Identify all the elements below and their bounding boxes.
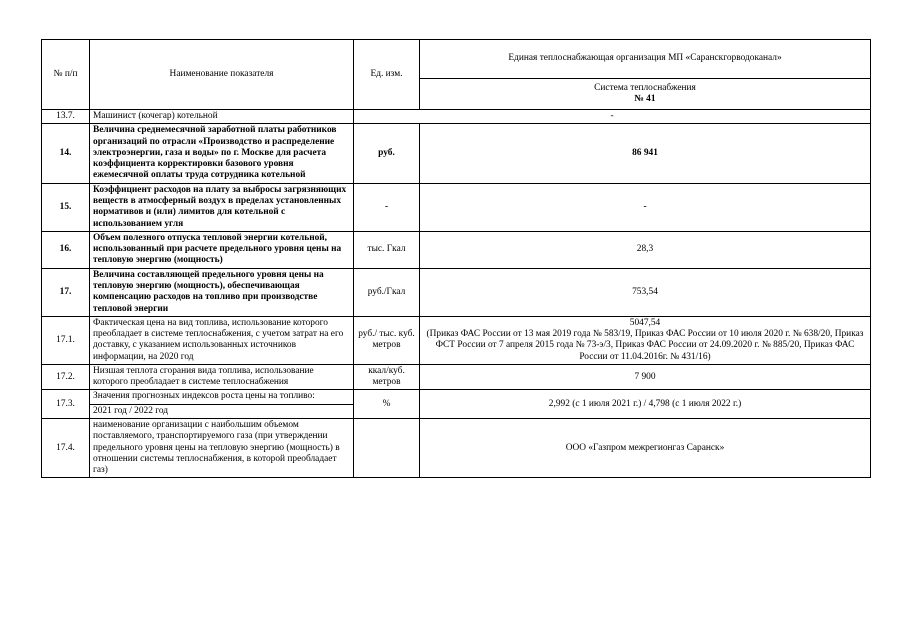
- row-num: 17.4.: [42, 419, 90, 478]
- row-value: -: [354, 110, 871, 124]
- table-row: [42, 183, 871, 231]
- table-row: [42, 419, 871, 478]
- header-system: [420, 79, 871, 110]
- price-value: 5047,54: [629, 317, 661, 328]
- row-num: 17.1.: [42, 316, 90, 364]
- row-name: Величина составляющей предельного уровня цены на тепловую энергию (мощность), обеспечивающая компенсацию расходов на топливо при производстве тепловой энергии: [90, 268, 354, 316]
- row-unit: тыс. Гкал: [354, 231, 420, 268]
- header-org: Единая теплоснабжающая организация МП «Саранскгорводоканал»: [420, 40, 871, 79]
- row-name: Низшая теплота сгорания вида топлива, использование которого преобладает в системе теплоснабжения: [90, 364, 354, 390]
- price-sources: (Приказ ФАС России от 13 мая 2019 года № 583/19, Приказ ФАС России от 10 июля 2020 г. № 638/20, Приказ ФСТ России от 7 апреля 2015 года № 73-э/3, Приказ ФАС России от 24.09.2020 г. № 885/20, Приказ ФАС России от 11.04.2016г. № 431/16): [426, 329, 864, 362]
- row-name: Объем полезного отпуска тепловой энергии котельной, использованный при расчете предельного уровня цены на тепловую энергию (мощность): [90, 231, 354, 268]
- row-unit: [354, 419, 420, 478]
- row-num: 14.: [42, 124, 90, 183]
- row-num: 17.: [42, 268, 90, 316]
- row-name-sub: 2021 год / 2022 год: [90, 404, 353, 418]
- table-row: [42, 231, 871, 268]
- row-value: 753,54: [420, 268, 871, 316]
- table-row: [42, 124, 871, 183]
- table-row: [42, 390, 871, 419]
- row-num: 15.: [42, 183, 90, 231]
- table-row: [42, 110, 871, 124]
- row-name: Коэффициент расходов на плату за выбросы загрязняющих веществ в атмосферный воздух в пределах установленных нормативов и (или) лимитов для котельной с использованием угля: [90, 183, 354, 231]
- table-row: [42, 364, 871, 390]
- row-num: 17.3.: [42, 390, 90, 419]
- system-label: Система теплоснабжения: [594, 82, 696, 93]
- row-unit: руб./Гкал: [354, 268, 420, 316]
- row-name: Величина среднемесячной заработной платы работников организаций по отрасли «Производство и распределение электроэнергии, газа и воды» по г. Москве для расчета коэффициента корректировки базового уровня ежемесячной оплаты труда сотрудника котельной: [90, 124, 354, 183]
- row-unit: руб./ тыс. куб. метров: [354, 316, 420, 364]
- row-name: Фактическая цена на вид топлива, использование которого преобладает в системе теплоснабжения, с учетом затрат на его доставку, с указанием использованных источников информации, на 2020 год: [90, 316, 354, 364]
- row-value: 2,992 (с 1 июля 2021 г.) / 4,798 (с 1 июля 2022 г.): [420, 390, 871, 419]
- row-value: [420, 316, 871, 364]
- row-name: [90, 390, 354, 419]
- row-name-main: Значения прогнозных индексов роста цены на топливо:: [93, 391, 315, 402]
- table-row: [42, 268, 871, 316]
- row-unit: %: [354, 390, 420, 419]
- header-name: Наименование показателя: [90, 40, 354, 110]
- header-num: № п/п: [42, 40, 90, 110]
- row-unit: руб.: [354, 124, 420, 183]
- row-value: 7 900: [420, 364, 871, 390]
- row-name: наименование организации с наибольшим объемом поставляемого, транспортируемого газа (при утверждении предельного уровня цены на тепловую энергию (мощность) в отношении системы теплоснабжения, в которой преобладает газ): [90, 419, 354, 478]
- row-value: -: [420, 183, 871, 231]
- header-unit: Ед. изм.: [354, 40, 420, 110]
- row-unit: -: [354, 183, 420, 231]
- row-unit: ккал/куб. метров: [354, 364, 420, 390]
- row-value: 86 941: [420, 124, 871, 183]
- row-name: Машинист (кочегар) котельной: [90, 110, 354, 124]
- row-value: 28,3: [420, 231, 871, 268]
- row-num: 17.2.: [42, 364, 90, 390]
- header-row: [42, 40, 871, 79]
- row-num: 13.7.: [42, 110, 90, 124]
- row-value: ООО «Газпром межрегионгаз Саранск»: [420, 419, 871, 478]
- indicator-table: [41, 39, 871, 478]
- system-number: № 41: [634, 94, 656, 104]
- row-num: 16.: [42, 231, 90, 268]
- table-row: [42, 316, 871, 364]
